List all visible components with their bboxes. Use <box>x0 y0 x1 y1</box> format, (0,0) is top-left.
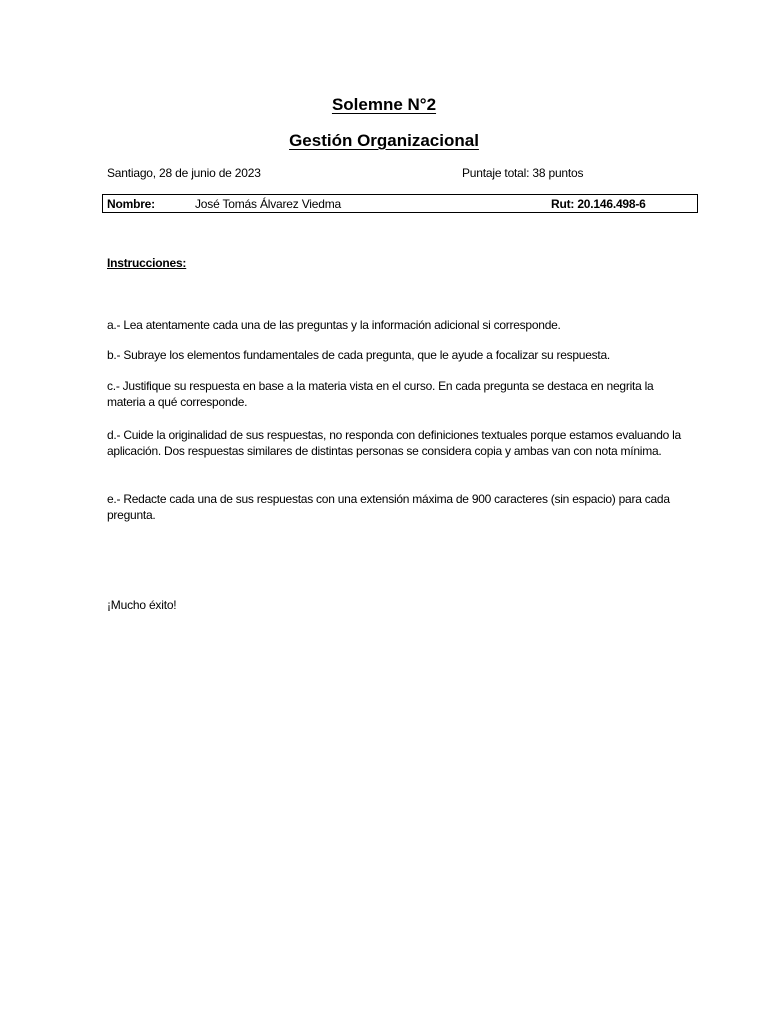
instruction-item: e.- Redacte cada una de sus respuestas con una extensión máxima de 900 caracteres (sin espacio) para cada pregunta. <box>107 492 670 522</box>
total-score: Puntaje total: 38 puntos <box>462 166 584 180</box>
instruction-item: d.- Cuide la originalidad de sus respuestas, no responda con definiciones textuales porque estamos evaluando la aplicación. Dos respuestas similares de distintas personas se considera copia y ambas van con nota mínima. <box>107 428 681 458</box>
name-label: Nombre: <box>107 197 155 211</box>
document-subtitle: Gestión Organizacional <box>289 131 479 150</box>
instruction-item: a.- Lea atentamente cada una de las preguntas y la información adicional si corresponde. <box>107 318 561 332</box>
instruction-item: c.- Justifique su respuesta en base a la materia vista en el curso. En cada pregunta se destaca en negrita la materia a qué corresponde. <box>107 379 654 409</box>
student-info-box <box>102 194 698 213</box>
name-value: José Tomás Álvarez Viedma <box>195 197 341 211</box>
instruction-item: b.- Subraye los elementos fundamentales de cada pregunta, que le ayude a focalizar su respuesta. <box>107 348 610 362</box>
closing-message: ¡Mucho éxito! <box>107 598 177 612</box>
instructions-heading: Instrucciones: <box>107 256 187 270</box>
rut-value: Rut: 20.146.498-6 <box>551 197 646 211</box>
document-title: Solemne N°2 <box>331 95 437 114</box>
place-date: Santiago, 28 de junio de 2023 <box>107 166 261 180</box>
